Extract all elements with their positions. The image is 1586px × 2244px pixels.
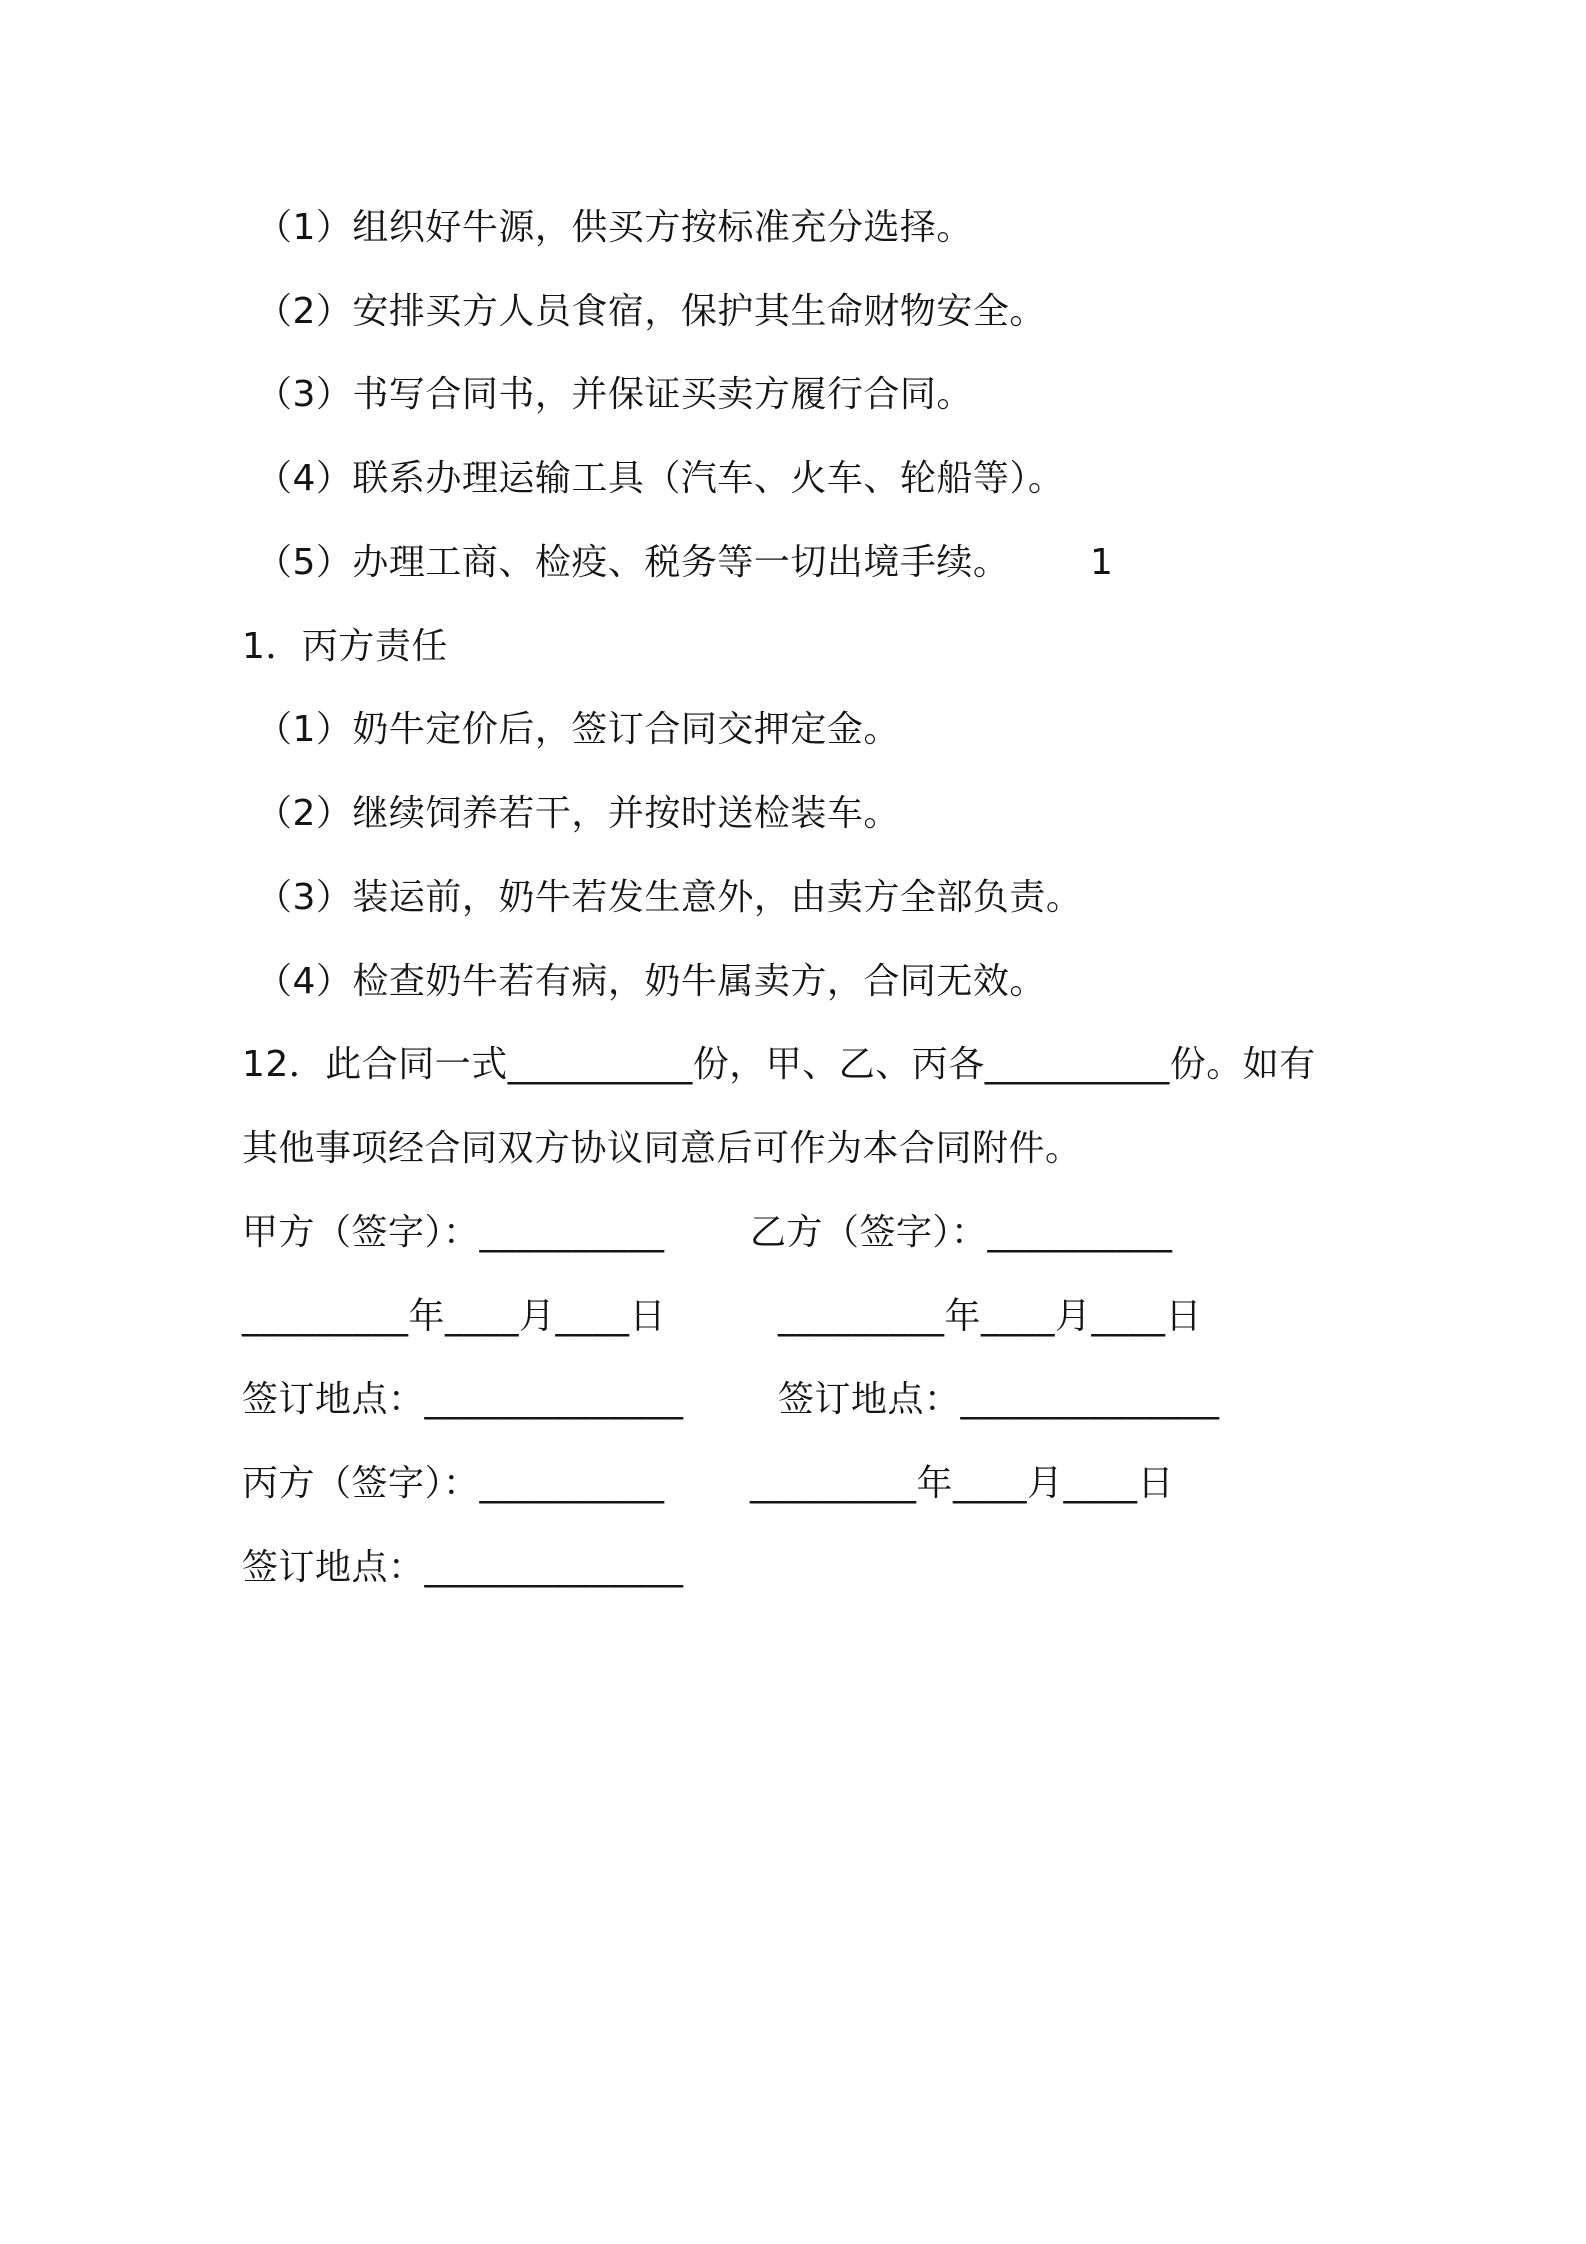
seller-duty-2: （2）安排买方人员食宿，保护其生命财物安全。	[256, 291, 1046, 332]
party-c-date: _________年____月____日	[750, 1463, 1174, 1504]
party-c-duty-4: （4）检查奶牛若有病，奶牛属卖方，合同无效。	[256, 961, 1046, 1002]
party-a-signature: 甲方（签字）：__________	[242, 1212, 665, 1253]
party-c-duty-1: （1）奶牛定价后，签订合同交押定金。	[256, 709, 900, 750]
party-a-date: _________年____月____日	[242, 1296, 666, 1337]
seller-duty-3: （3）书写合同书，并保证买卖方履行合同。	[256, 374, 973, 415]
seller-duty-4: （4）联系办理运输工具（汽车、火车、轮船等）。	[256, 458, 1065, 499]
party-c-signature: 丙方（签字）：__________	[242, 1463, 665, 1504]
clause-12-line-1: 12．此合同一式__________份，甲、乙、丙各__________份。如有	[242, 1044, 1316, 1085]
seller-duty-1: （1）组织好牛源，供买方按标准充分选择。	[256, 207, 973, 248]
clause-12-line-2: 其他事项经合同双方协议同意后可作为本合同附件。	[242, 1128, 1082, 1169]
party-c-duty-2: （2）继续饲养若干，并按时送检装车。	[256, 793, 900, 834]
party-c-duty-3: （3）装运前，奶牛若发生意外，由卖方全部负责。	[256, 877, 1083, 918]
section-heading: 1．丙方责任	[242, 626, 448, 667]
party-c-sign-place: 签订地点：______________	[242, 1547, 684, 1588]
party-b-sign-place: 签订地点：______________	[778, 1379, 1220, 1420]
party-b-date: _________年____月____日	[778, 1296, 1202, 1337]
page-number: 1	[1090, 542, 1113, 583]
party-b-signature: 乙方（签字）：__________	[750, 1212, 1173, 1253]
seller-duty-5: （5）办理工商、检疫、税务等一切出境手续。	[256, 542, 1010, 583]
party-a-sign-place: 签订地点：______________	[242, 1379, 684, 1420]
